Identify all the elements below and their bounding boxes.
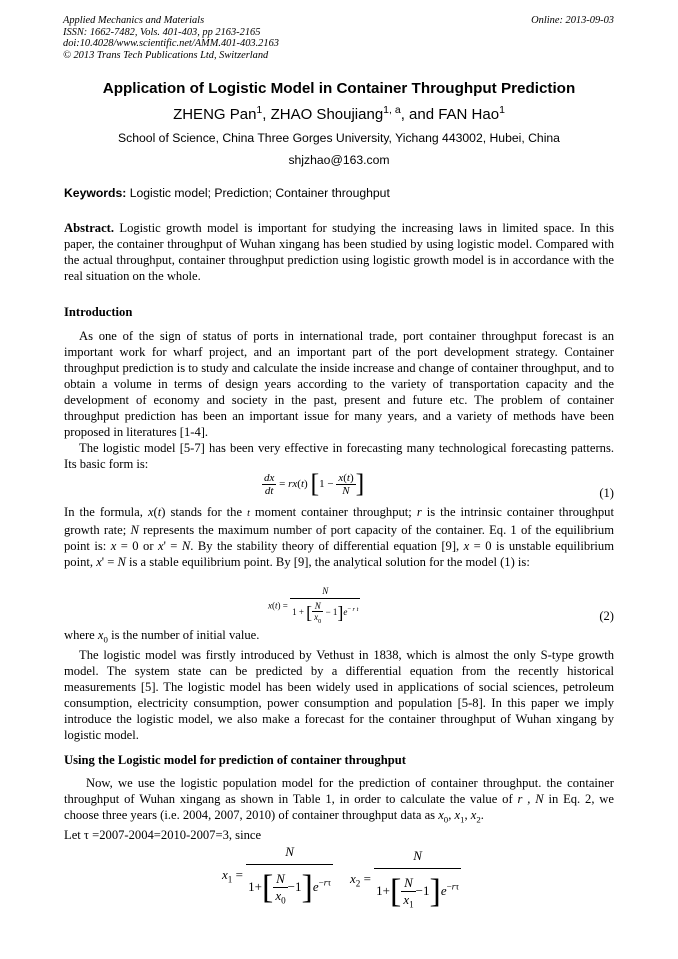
introduction-heading: Introduction — [64, 305, 133, 319]
intro-paragraph-2: The logistic model [5-7] has been very effective in forecasting many technological forecasting patterns. Its basic form is: — [64, 441, 614, 471]
online-date: Online: 2013-09-03 — [531, 15, 614, 26]
affiliation: School of Science, China Three Gorges University, Yichang 443002, Hubei, China — [118, 131, 560, 145]
doi: doi:10.4028/www.scientific.net/AMM.401-403.2163 — [63, 38, 279, 50]
intro-paragraph-1: As one of the sign of status of ports in international trade, port container throughput forecast is an important work for wharf project, and an important part of the port development strategy. Container throughput prediction is to study and calculate the inside increase and change of container throughput, and to obtain a volume in terms of design years according to the variety of transportation capacity and the development of economy and society in the past, present and future etc. The problem of container throughput prediction has been an important issue for many years, and a variety of methods have been proposed in literatures [1-4]. — [64, 329, 614, 439]
email: shjzhao@163.com — [288, 153, 390, 167]
equation-2: x(t) = N 1 + [ $\frac{N}{x_0}$ − $1]e^{- r t}$ — [268, 586, 359, 625]
section-2-heading: Using the Logistic model for prediction of container throughput — [64, 753, 406, 767]
keywords: Keywords: Logistic model; Prediction; Container throughput — [64, 186, 390, 200]
intro-paragraph-4: where $x_0$ is the number of initial value. — [64, 628, 260, 645]
intro-paragraph-5: The logistic model was firstly introduced by Vethust in 1838, which is almost the only S-type growth model. The system state can be predicted by a differential equation from the recently historical measurements [5]. The logistic model has been widely used in applications of social sciences, petroleum consumption, electricity consumption, power consumption and population [5-8]. In this paper we imply introduce the logistic model, we also make a forecast for the container throughput of Wuhan xingang by logistic model. — [64, 648, 614, 742]
equation-x1: $x_1$ = N 1+[ $\frac{N}{x_0}$ $-1]e^{-r\tau}$ — [222, 844, 331, 906]
section-2-paragraph-2: Let τ =2007-2004=2010-2007=3, since — [64, 828, 262, 842]
abstract: Abstract. Logistic growth model is important for studying the increasing laws in limited space. In this paper, the container throughput of Wuhan xingang has been studied by using logistic model. Compared with the actual throughput, container throughput prediction using logistic growth model is in accordance with the real situation on the whole. — [64, 221, 614, 283]
intro-paragraph-3: In the formula, x(t) stands for the t moment container throughput; r is the intrinsic container throughput growth rate; N represents the maximum number of port capacity of the container. Eq. 1 of the equilibrium point is: x = 0 or x' = N. By the stability theory of differential equation [9], x = 0 is unstable equilibrium point, x' = N is a stable equilibrium point. By [9], the analytical solution for the model (1) is: — [64, 505, 615, 569]
section-2-paragraph-1: Now, we use the logistic population model for the prediction of container throughput. the container throughput of Wuhan xingang as shown in Table 1, in order to calculate the value of r , N in Eq. 2, we choose three years (i.e. 2004, 2007, 2010) of container throughput data as $x_0$, $x_1$, $x_2$. — [64, 776, 614, 825]
paper-title: Application of Logistic Model in Container Throughput Prediction — [102, 80, 576, 97]
journal-header — [63, 15, 279, 61]
issn: ISSN: 1662-7482, Vols. 401-403, pp 2163-2165 — [63, 26, 261, 38]
copyright: © 2013 Trans Tech Publications Ltd, Switzerland — [63, 49, 269, 61]
authors: ZHENG Pan$^1$, ZHAO Shoujiang$^{1, a}$, and FAN Hao$^1$ — [173, 104, 505, 123]
journal-name: Applied Mechanics and Materials — [63, 15, 205, 26]
equation-1-number: (1) — [599, 486, 614, 500]
equation-1: $\frac{dx}{dt}$ = rx(t) [1 − $\frac{x(t)}{N}$ ] — [264, 469, 365, 498]
equation-x2: $x_2$ = N 1+[ $\frac{N}{x_1}$ $-1]e^{-r\tau}$ — [350, 848, 459, 910]
equation-2-number: (2) — [599, 609, 614, 623]
